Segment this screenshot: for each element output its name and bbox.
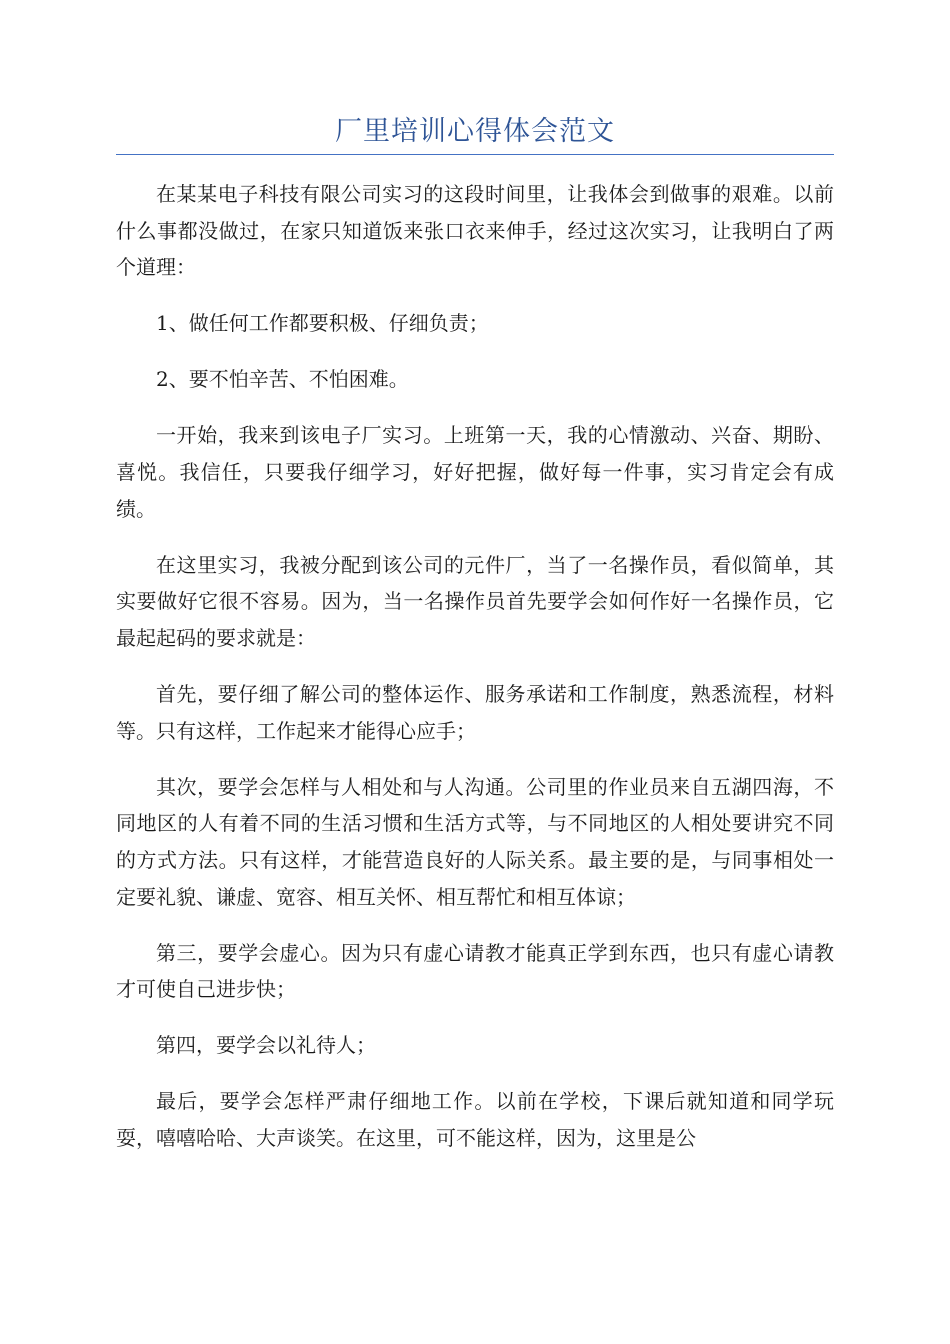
document-body (116, 176, 834, 1176)
paragraph: 其次，要学会怎样与人相处和与人沟通。公司里的作业员来自五湖四海，不同地区的人有着不同的生活习惯和生活方式等，与不同地区的人相处要讲究不同的方式方法。只有这样，才能营造良好的人际关系。最主要的是，与同事相处一定要礼貌、谦虚、宽容、相互关怀、相互帮忙和相互体谅； (116, 774, 834, 909)
paragraph: 最后，要学会怎样严肃仔细地工作。以前在学校，下课后就知道和同学玩耍，嘻嘻哈哈、大声谈笑。在这里，可不能这样，因为，这里是公 (116, 1089, 834, 1150)
document-title: 厂里培训心得体会范文 (335, 116, 615, 147)
paragraph: 一开始，我来到该电子厂实习。上班第一天，我的心情激动、兴奋、期盼、喜悦。我信任，只要我仔细学习，好好把握，做好每一件事，实习肯定会有成绩。 (116, 423, 834, 521)
paragraph: 1、做任何工作都要积极、仔细负责； (156, 311, 489, 336)
paragraph: 首先，要仔细了解公司的整体运作、服务承诺和工作制度，熟悉流程，材料等。只有这样，工作起来才能得心应手； (116, 682, 834, 743)
paragraph: 在某某电子科技有限公司实习的这段时间里，让我体会到做事的艰难。以前什么事都没做过，在家只知道饭来张口衣来伸手，经过这次实习，让我明白了两个道理： (116, 182, 834, 280)
paragraph: 2、要不怕辛苦、不怕困难。 (156, 367, 409, 392)
paragraph: 第三，要学会虚心。因为只有虚心请教才能真正学到东西，也只有虚心请教才可使自己进步快； (116, 940, 834, 1002)
paragraph: 在这里实习，我被分配到该公司的元件厂，当了一名操作员，看似简单，其实要做好它很不容易。因为，当一名操作员首先要学会如何作好一名操作员，它最起起码的要求就是： (116, 552, 834, 650)
paragraph: 第四，要学会以礼待人； (156, 1033, 376, 1058)
title-underline (116, 154, 834, 155)
